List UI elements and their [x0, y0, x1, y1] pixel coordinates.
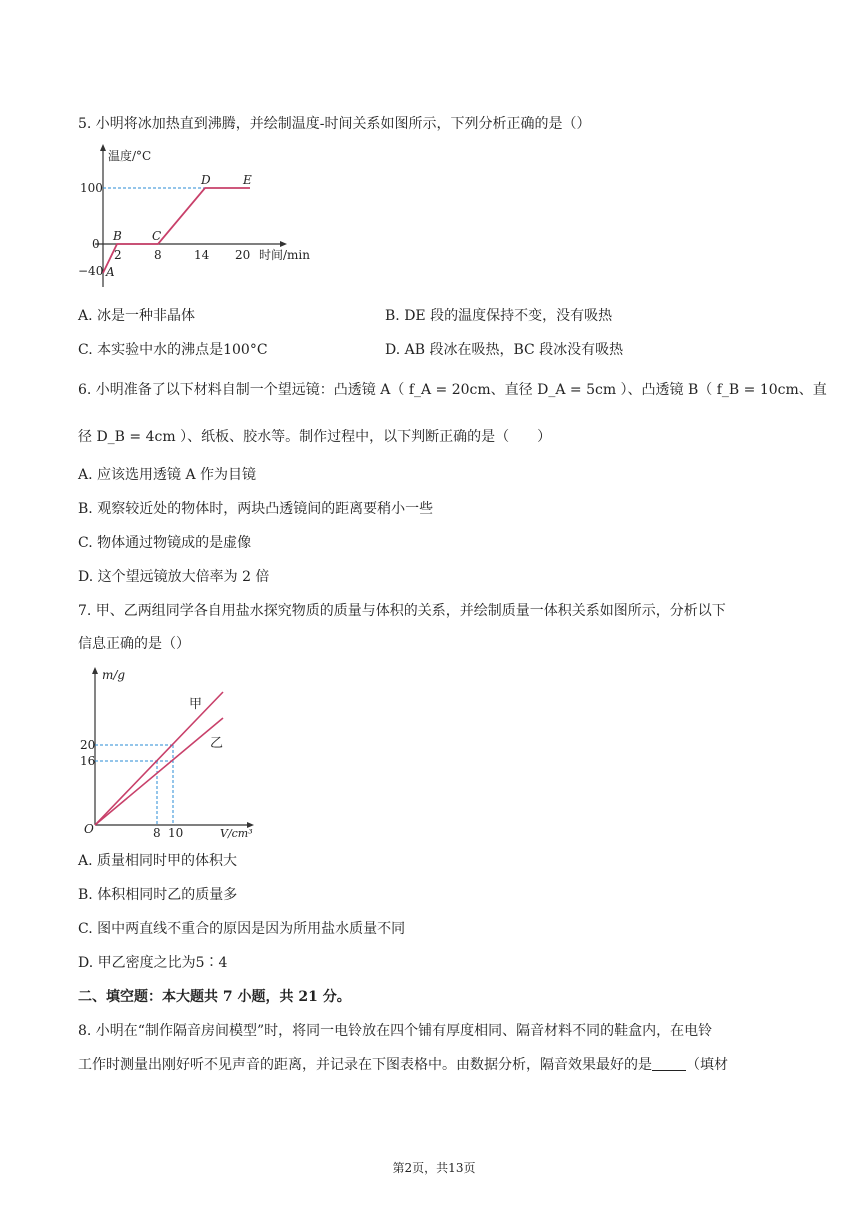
- chart5-ytick-neg40: −40: [78, 264, 104, 278]
- q6-option-b[interactable]: B. 观察较近处的物体时，两块凸透镜间的距离要稍小一些: [78, 501, 434, 517]
- chart5-xtick-14: 14: [194, 248, 210, 262]
- chart7-ytick-16: 16: [80, 754, 96, 768]
- chart7-series-jia: [95, 692, 223, 825]
- q6-option-c[interactable]: C. 物体通过物镜成的是虚像: [78, 535, 252, 551]
- chart5-point-a: A: [106, 265, 115, 279]
- mass-volume-chart: [80, 662, 270, 842]
- chart7-xtick-8: 8: [153, 826, 161, 840]
- chart5-xtick-2: 2: [114, 248, 122, 262]
- chart5-ytick-0: 0: [92, 237, 100, 251]
- q6-stem-line2: 径 D_B = 4cm ）、纸板、胶水等。制作过程中，以下判断正确的是（ ）: [78, 429, 552, 445]
- chart7-series-yi: [95, 718, 223, 825]
- q5-option-a[interactable]: A. 冰是一种非晶体: [78, 308, 196, 324]
- q5-option-b[interactable]: B. DE 段的温度保持不变，没有吸热: [385, 308, 613, 324]
- chart5-xlabel: 时间/min: [259, 248, 310, 262]
- temperature-time-chart: [75, 142, 335, 292]
- q7-option-d[interactable]: D. 甲乙密度之比为5∶4: [78, 955, 228, 971]
- chart7-origin: O: [84, 822, 94, 836]
- q7-option-c[interactable]: C. 图中两直线不重合的原因是因为所用盐水质量不同: [78, 921, 406, 937]
- chart5-x-arrow: [280, 241, 287, 247]
- q8-stem-line2: [78, 1055, 728, 1075]
- q6-option-d[interactable]: D. 这个望远镜放大倍率为 2 倍: [78, 569, 270, 585]
- page-footer: 第2页，共13页: [392, 1161, 476, 1175]
- chart7-label-yi: 乙: [210, 736, 224, 751]
- q6-option-a[interactable]: A. 应该选用透镜 A 作为目镜: [78, 467, 257, 483]
- q8-stem-line2-text: 工作时测量出刚好听不见声音的距离，并记录在下图表格中。由数据分析，隔音效果最好的是: [78, 1057, 652, 1073]
- q7-option-a[interactable]: A. 质量相同时甲的体积大: [78, 853, 238, 869]
- chart5-ylabel: 温度/°C: [108, 149, 152, 163]
- chart5-point-d: D: [201, 173, 211, 187]
- q8-answer-blank[interactable]: [652, 1056, 686, 1071]
- chart5-point-c: C: [152, 229, 162, 243]
- chart7-xlabel: V/cm³: [220, 827, 253, 840]
- q8-stem-line1: 8. 小明在“制作隔音房间模型”时，将同一电铃放在四个铺有厚度相同、隔音材料不同的鞋盒内，在电铃: [78, 1023, 713, 1039]
- chart5-xtick-8: 8: [154, 248, 162, 262]
- q7-stem-line1: 7. 甲、乙两组同学各自用盐水探究物质的质量与体积的关系，并绘制质量一体积关系如图所示，分析以下: [78, 603, 726, 619]
- chart7-ytick-20: 20: [80, 738, 96, 752]
- chart5-y-arrow: [100, 144, 106, 151]
- q5-option-d[interactable]: D. AB 段冰在吸热，BC 段冰没有吸热: [385, 342, 624, 358]
- chart5-ytick-100: 100: [80, 181, 103, 195]
- q5-option-c[interactable]: C. 本实验中水的沸点是100°C: [78, 342, 268, 358]
- chart5-point-b: B: [113, 229, 122, 243]
- chart5-point-e: E: [243, 173, 252, 187]
- chart5-series-line: [103, 188, 250, 273]
- q5-stem: 5. 小明将冰加热直到沸腾，并绘制温度-时间关系如图所示，下列分析正确的是（）: [78, 116, 591, 132]
- chart7-ylabel: m/g: [102, 668, 126, 682]
- q7-option-b[interactable]: B. 体积相同时乙的质量多: [78, 887, 238, 903]
- chart7-xtick-10: 10: [168, 826, 184, 840]
- section2-heading: 二、填空题：本大题共 7 小题，共 21 分。: [78, 989, 351, 1005]
- q8-stem-line2-tail: （填材: [686, 1057, 728, 1073]
- q6-stem-line1: 6. 小明准备了以下材料自制一个望远镜：凸透镜 A（ f_A = 20cm、直径 D_A = 5cm ）、凸透镜 B（ f_B = 10cm、直: [78, 382, 827, 398]
- q7-stem-line2: 信息正确的是（）: [78, 636, 190, 652]
- chart7-y-arrow: [92, 667, 98, 674]
- chart5-xtick-20: 20: [235, 248, 251, 262]
- chart7-label-jia: 甲: [189, 697, 203, 712]
